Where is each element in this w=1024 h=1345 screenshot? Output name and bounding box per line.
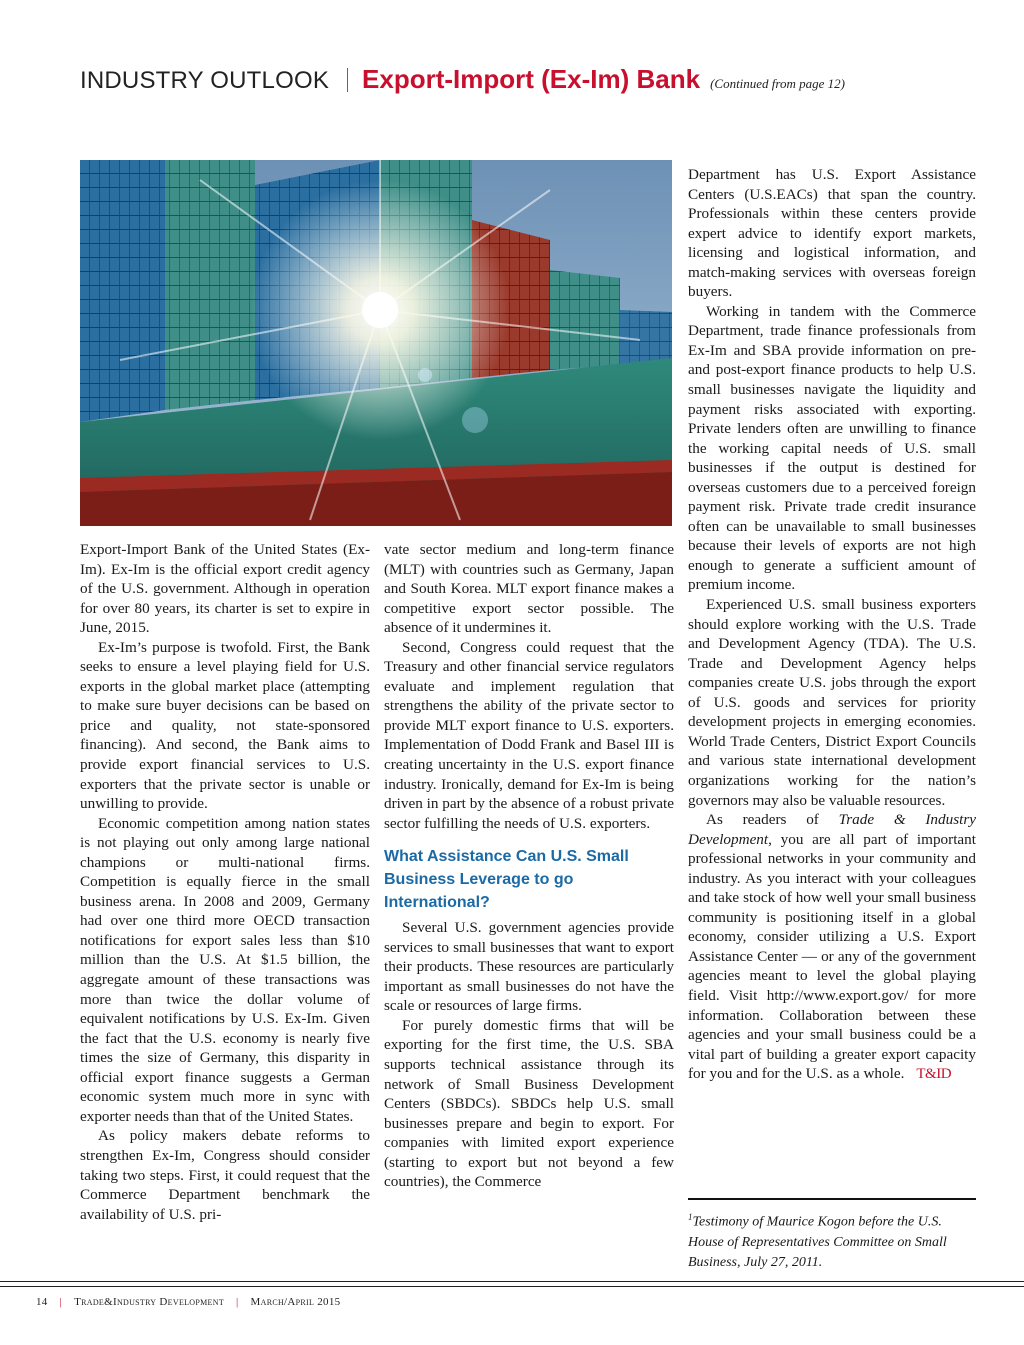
paragraph: Department has U.S. Export Assistance Centers (U.S.EACs) that span the country. Professionals within these centers provide expert advice to identify export markets, licensing and logistical information, and match-making services with overseas foreign buyers. xyxy=(688,166,976,301)
header-divider xyxy=(347,68,348,92)
paragraph: Economic competition among nation states is not playing out only among large national champions or multi-national firms. Competition is equally fierce in the small business arena. In 2008 and 2009, Germany had over one third more OECD transaction notifications for export sales less than $10 million than the U.S. At $1.5 billion, the aggregate amount of these transactions was more than twice the dollar volume of equivalent notifications by U.S. Ex-Im. Given the fact that the U.S. economy is nearly five times the size of Germany, this disparity in official export finance suggests a German economic system much more in sync with exporter needs than that of the United States. xyxy=(80,814,370,1125)
paragraph-text: , you are all part of important professional networks in your community and industry. As you interact with your colleagues and take stock of how well your small business community is positioning itself in a global economy, consider utilizing a U.S. Export Assistance Center — or any of the government agencies meant to level the global playing field. Visit http://www.export.gov/ for more information. Collaboration between these agencies and your small business could be a vital part of building a greater export capacity for you and for the U.S. as a whole. xyxy=(688,830,976,1083)
footnote-rule xyxy=(688,1198,976,1200)
page-number: 14 xyxy=(36,1296,48,1308)
footnote xyxy=(688,1207,976,1273)
article-column-2 xyxy=(384,540,674,1192)
footnote-text: Testimony of Maurice Kogon before the U.S. House of Representatives Committee on Small Business, July 27, 2011. xyxy=(688,1214,947,1270)
paragraph: Export-Import Bank of the United States (Ex-Im). Ex-Im is the official export credit agency of the U.S. government. Although in operation for over 80 years, its charter is set to expire in June, 2015. xyxy=(80,541,370,637)
publication-title: Trade&Industry Development xyxy=(74,1296,225,1308)
page-footer xyxy=(36,1296,340,1308)
footer-separator: | xyxy=(236,1296,239,1308)
paragraph: Second, Congress could request that the Treasury and other financial service regulators evaluate and implement regulation that strengthens the ability of the private sector to provide MLT export finance to U.S. exporters. Implementation of Dodd Frank and Basel III is creating uncertainty in the U.S. export finance industry. Ironically, demand for Ex-Im is being driven in part by the absence of a robust private sector fulfilling the needs of U.S. exporters. xyxy=(384,638,674,832)
issue-date: March/April 2015 xyxy=(250,1296,341,1308)
article-title: Export-Import (Ex-Im) Bank xyxy=(362,64,701,94)
cargo-ship-photo xyxy=(80,160,672,526)
paragraph: Working in tandem with the Commerce Department, trade finance professionals from Ex-Im and SBA provide information on pre- and post-export finance products to help U.S. small businesses navigate the liquidity and payment risks associated with exporting. Private lenders often are unwilling to finance the working capital needs of U.S. small businesses if the output is destined for overseas customers due to a perceived foreign payment risk. Private trade credit insurance often can be unavailable to small businesses because their levels of exports are not high enough to generate a sufficient amount of premium income. xyxy=(688,302,976,594)
paragraph-text: As readers of xyxy=(706,811,839,829)
paragraph: Ex-Im’s purpose is twofold. First, the Bank seeks to ensure a level playing field for U.S. exports in the global market place (attempting to make sure buyer decisions can be based on price and quality, not state-sponsored financing). And second, the Bank aims to provide export financial services to U.S. exporters that the private sector is unable or unwilling to provide. xyxy=(80,638,370,813)
section-subheading: What Assistance Can U.S. Small Business Leverage to go International? xyxy=(384,848,629,912)
closing-paragraph xyxy=(688,810,976,1085)
article-column-3 xyxy=(688,165,976,1085)
footer-rule xyxy=(0,1286,1024,1287)
paragraph: Experienced U.S. small business exporters should explore working with the U.S. Trade and Development Agency (TDA). The U.S. Trade and Development Agency helps companies create U.S. jobs through the export of U.S. goods and services for priority development projects in emerging economies. World Trade Centers, District Export Councils and various state international development organizations working for the nation’s governors may also be valuable resources. xyxy=(688,596,976,809)
paragraph: vate sector medium and long-term finance (MLT) with countries such as Germany, Japan and South Korea. MLT export finance makes a competitive export sector possible. The absence of it undermines it. xyxy=(384,541,674,637)
paragraph: For purely domestic firms that will be exporting for the first time, the U.S. SBA supports technical assistance through its network of Small Business Development Centers (SBDCs). SBDCs help U.S. small businesses prepare and begin to export. For companies with limited export experience (starting to export but not beyond a few countries), the Commerce xyxy=(384,1016,674,1191)
publication-name: Trade & Industry Development xyxy=(688,811,976,848)
article-column-1 xyxy=(80,540,370,1224)
page-header xyxy=(80,64,980,104)
footnote-marker: 1 xyxy=(688,1212,693,1222)
paragraph: Several U.S. government agencies provide services to small businesses that want to export their products. These resources are particularly important as small businesses do not have the scale or resources of large firms. xyxy=(384,919,674,1015)
continued-note: (Continued from page 12) xyxy=(710,76,845,91)
footer-separator: | xyxy=(59,1296,63,1308)
end-mark: T&ID xyxy=(916,1066,952,1083)
section-label: INDUSTRY OUTLOOK xyxy=(80,67,330,94)
paragraph: As policy makers debate reforms to strengthen Ex-Im, Congress should consider taking two steps. First, it could request that the Commerce Department benchmark the availability of U.S. pri- xyxy=(80,1127,370,1223)
footer-rule xyxy=(0,1281,1024,1282)
